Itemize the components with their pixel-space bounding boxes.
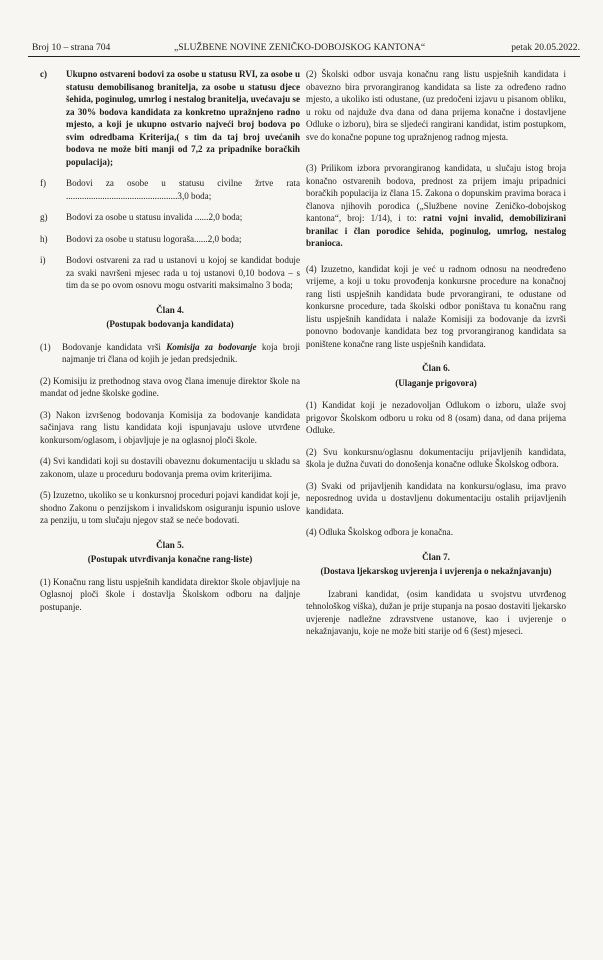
right-column — [306, 68, 566, 647]
article-5-heading: Član 5. — [156, 539, 184, 550]
article-6-para-2: (2) Svu konkursnu/oglasnu dokumentaciju prijavljenih kandidata, škola je dužna čuvati do donošenja konačne odluke Školskog odbora. — [306, 446, 566, 469]
article-6-para-1: (1) Kandidat koji je nezadovoljan Odlukom o izboru, ulaže svoj prigovor Školskom odboru u roku od 8 (osam) dana, od dana prijema Odluke. — [306, 400, 566, 435]
article-7-heading: Član 7. — [422, 551, 450, 562]
article-4-heading: Član 4. — [156, 304, 184, 315]
list-item-g: g) Bodovi za osobe u statusu invalida ......2,0 boda; — [40, 212, 243, 222]
publication-title: „SLUŽBENE NOVINE ZENIČKO-DOBOJSKOG KANTONA“ — [174, 42, 426, 53]
article-6-para-4: (4) Odluka Školskog odbora je konačna. — [306, 527, 453, 537]
issue-number: Broj 10 – strana 704 — [32, 42, 111, 53]
article-4-para-1: (1) Bodovanje kandidata vrši Komisija za bodovanje koja broji najmanje tri člana od kojih je jedan predsjednik. — [40, 341, 300, 364]
article-5-para-4: (4) Izuzetno, kandidat koji je već u radnom odnosu na neodređeno vrijeme, a koji u toku provođenja konkursne procedure na konačnoj rang listi uspješnih kandidata bude prvorangirani, te odustane od konkursne procedure, tada školski odbor poništava tu konačnu rang listu uspješnih kandidata i nalaže Komisiji za bodovanje da izvrši ponovno bodovanje kandidata bez tog prvorangiranog kandidata sa poništene konačne rang liste uspješnih kandidata. — [306, 263, 566, 349]
article-6-heading: Član 6. — [422, 363, 450, 373]
article-5-title: (Postupak utvrđivanja konačne rang-liste) — [87, 554, 253, 564]
article-7-title: (Dostava ljekarskog uvjerenja i uvjerenja o nekažnjavanju) — [320, 566, 552, 576]
publication-date: petak 20.05.2022. — [511, 42, 580, 53]
list-item-c: c) Ukupno ostvareni bodovi za osobe u statusu RVI, za osobe u statusu demobilisanog branitelja, za osobe u statusu djece šehida, poginulog, umrlog i nestalog branitelja, uvećavaju se za 30% bodova kandidata za konkretno upražnjeno radno mjesto, a koji je ukupno ostvario najveći broj bodova po svim odredbama Kriterija,( s tim da taj broj uvećanih bodova ne može biti manji od 7,2 za pripadnike boračkih populacija); — [40, 69, 300, 167]
article-4-title: (Postupak bodovanja kandidata) — [106, 319, 234, 329]
article-7-para-1: Izabrani kandidat, (osim kandidata u svojstvu utvrđenog tehnološkog viška), dužan je prije stupanja na posao dostaviti ljekarsko uvjerenje nadležne zdravstvene ustanove, kao i uvjerenje o nekažnjavanju, koje ne može biti starije od 6 (šest) mjeseci. — [306, 588, 566, 636]
list-item-h: h) Bodovi za osobe u statusu logoraša......2,0 boda; — [40, 233, 242, 244]
article-4-para-3: (3) Nakon izvršenog bodovanja Komisija za bodovanje kandidata sačinjava rang listu kandidata koji ispunjavaju uslove utvrđene konkursom/oglasom, i objavljuje je na oglasnoj ploči škole. — [40, 409, 300, 445]
article-4-para-2: (2) Komisiju iz prethodnog stava ovog člana imenuje direktor škole na mandat od jedne školske godine. — [40, 375, 300, 398]
list-item-i: i) Bodovi ostvareni za rad u ustanovi u kojoj se kandidat boduje za svaki navršeni mjesec rada u toj ustanovi 0,10 bodova – s tim da se po ovom osnovu mogu ostvariti maksimalno 3 boda; — [40, 255, 300, 290]
page-header — [28, 42, 580, 57]
article-5-para-3: (3) Prilikom izbora prvorangiranog kandidata, u slučaju istog broja konačno ostvarenih bodova, prednost za prijem imaju pripadnici boračkih populacija iz člana 15. Zakona o dopunskim pravima boraca i članova njihovih porodica („Službene novine Zeničko-dobojskog kantona“, broj: 1/14), i to: ratni vojni invalid, demobilizirani branilac i član porodice šehida, poginulog, umrlog, nestalog branioca. — [306, 163, 566, 248]
article-5-para-1: (1) Konačnu rang listu uspješnih kandidata direktor škole objavljuje na Oglasnoj ploči škole i dostavlja Školskom odboru na daljnje postupanje. — [40, 576, 300, 612]
list-item-f: f) Bodovi za osobe u statusu civilne žrtve rata .................................................3,0 boda; — [40, 178, 300, 201]
left-column — [40, 68, 300, 622]
article-4-para-4: (4) Svi kandidati koji su dostavili obaveznu dokumentaciju u skladu sa zakonom, ulaze u proceduru bodovanja prema ovim kriterijima. — [40, 456, 300, 479]
article-6-title: (Ulaganje prigovora) — [395, 377, 477, 388]
article-5-para-2: (2) Školski odbor usvaja konačnu rang listu uspješnih kandidata i obavezno bira prvorangiranog kandidata sa liste za određeno radno mjesto, a ukoliko isti odustane, (uz predočeni izjavu u pisanom obliku, u roku od najduže dva dana od dana prijema konačne i dostavljene Odluke o izboru), bira se sljedeći rangirani kandidat, istim postupkom, sve do konačne popune tog upražnjenog radnog mjesta. — [306, 69, 566, 142]
article-6-para-3: (3) Svaki od prijavljenih kandidata na konkursu/oglasu, ima pravo neposrednog uvida u dostavljenu dokumentaciju ostalih prijavljenih kandidata. — [306, 480, 566, 516]
article-4-para-5: (5) Izuzetno, ukoliko se u konkursnoj proceduri pojavi kandidat koji je, shodno Zakonu o penzijskom i invalidskom osiguranju ispunio uslove za penziju, u tom slučaju njegov staž se neće bodovati. — [40, 490, 300, 525]
